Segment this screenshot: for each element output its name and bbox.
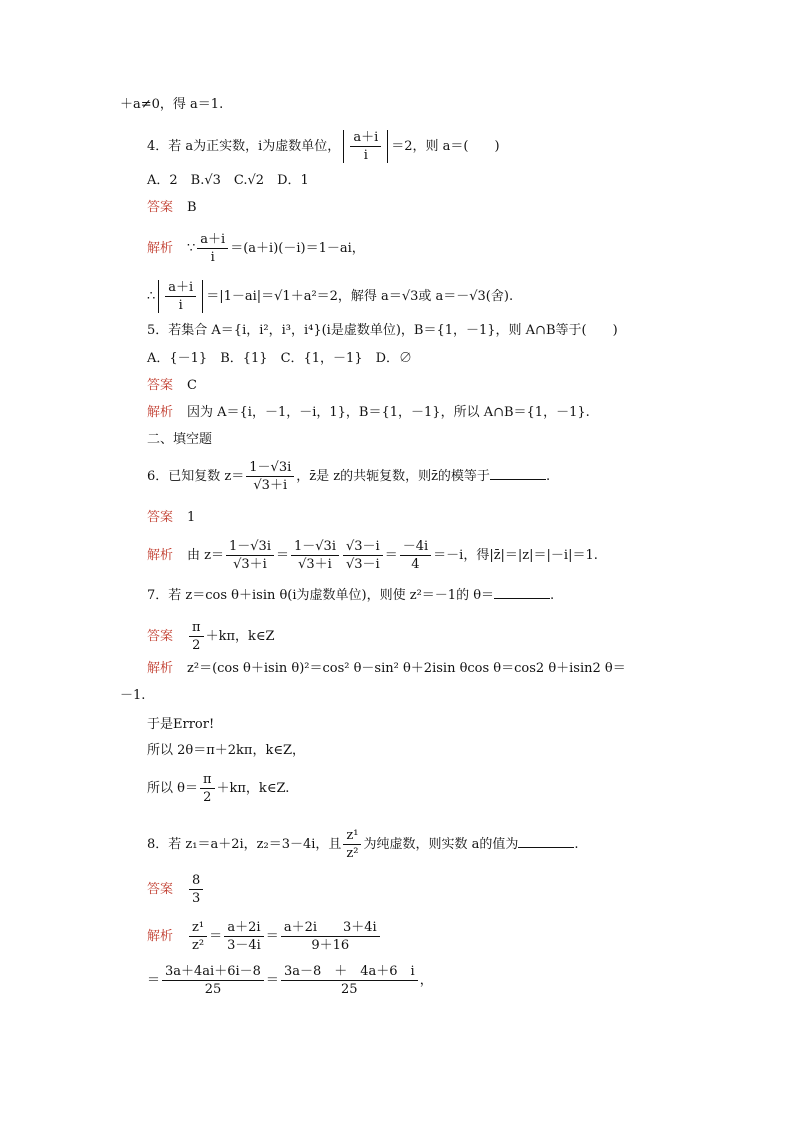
because-symbol: ∵ [187,241,196,256]
question-7 [147,586,554,605]
q7-line-3 [147,772,289,805]
q6-f3-den: √3－i [345,557,380,572]
q4-s1-num: a＋i [197,232,228,249]
q8-f3-den: 9＋16 [311,938,350,953]
q8-f2-den: 3－4i [227,938,261,953]
q4-solution-1 [147,232,365,265]
q6-num: 1－√3i [246,460,294,477]
q6-f2-num: 1－√3i [291,539,339,556]
question-4 [147,130,500,163]
q6-s-pre: 由 z＝ [187,548,224,563]
q8-ans-den: 3 [192,891,201,906]
question-6 [147,460,550,493]
q8-f4-num: 3a＋4ai＋6i－8 [162,964,264,981]
q8-eq: ＝ [209,929,223,944]
q4-text: 4．若 a为正实数，i为虚数单位， [147,139,341,154]
q8-answer [147,873,205,906]
q8-blank [518,835,574,848]
q7-solution-text: z²＝(cos θ＋isin θ)²＝cos² θ－sin² θ＋2isin θcos θ＝cos2 θ＋isin2 θ＝ [187,661,626,676]
q5-answer-value: C [187,378,197,393]
q8-f1-den: z² [192,938,205,953]
q8-eq-2: ＝ [265,929,279,944]
q7-line-1: 于是Error! [147,717,215,732]
q6-answer [147,509,195,527]
q5-solution-text: 因为 A＝{i，－1，－i，1}，B＝{1，－1}，所以 A∩B＝{1，－1}. [187,405,590,420]
q6-s-post: ＝－i，得|z̄|＝|z|＝|－i|＝1. [433,548,598,563]
q4-abs [343,130,388,163]
q4-text-end: ＝2，则 a＝( ) [391,139,500,154]
q6-f1-den: √3＋i [233,557,267,572]
q4-num: a＋i [350,130,381,147]
q7-ans-num: π [189,620,204,637]
answer-label: 答案 [147,510,174,525]
question-8 [147,828,579,861]
q7-line-2: 所以 2θ＝π＋2kπ，k∈Z， [147,743,305,758]
q6-f2-den: √3＋i [298,557,332,572]
q7-solution [147,660,626,678]
solution-label: 解析 [147,929,174,944]
q4-answer-value: B [187,200,197,215]
q7-l3-num: π [200,772,215,789]
q8-solution-2 [147,964,433,997]
q8-ans-num: 8 [189,873,203,890]
q8-f5-den: 25 [341,982,358,997]
question-5: 5．若集合 A＝{i，i²，i³，i⁴}(i是虚数单位)，B＝{1，－1}，则 A∩B等于( ) [147,323,618,338]
q7-solution-cont: －1. [120,688,146,703]
q6-f4-num: －4i [400,539,431,556]
q7-answer [147,620,275,653]
q8-f4-den: 25 [204,982,222,997]
q6-eq: ＝ [275,548,289,563]
q7-ans-post: ＋kπ，k∈Z [205,629,275,644]
q6-solution [147,539,598,572]
q6-f1-num: 1－√3i [226,539,274,556]
q7-ans-den: 2 [192,638,201,653]
q8-l2-post: ， [419,973,433,988]
q6-eq-2: ＝ [384,548,398,563]
q8-f3-num: a＋2i 3＋4i [281,920,380,937]
q5-options: A．{－1} B．{1} C．{1，－1} D．∅ [147,351,413,366]
q7-period: . [550,588,555,603]
q7-l3-pre: 所以 θ＝ [147,781,198,796]
q8-period: . [574,837,579,852]
q4-den: i [363,148,368,163]
q8-f1-num: z¹ [189,920,207,937]
answer-label: 答案 [147,882,174,897]
q8-f2-num: a＋2i [224,920,264,937]
q7-l3-den: 2 [203,790,212,805]
q7-text: 7．若 z＝cos θ＋isin θ(i为虚数单位)，则使 z²＝－1的 θ＝ [147,588,495,603]
q6-text-end: ，z̄是 z的共轭复数，则z̄的模等于 [296,469,490,484]
q6-den: √3＋i [253,478,288,493]
q6-answer-value: 1 [187,510,196,525]
q8-text: 8．若 z₁＝a＋2i，z₂＝3－4i，且 [147,837,342,852]
q4-s2-num: a＋i [165,280,196,297]
q4-s2-den: i [178,298,183,313]
q4-solution-2 [147,280,513,313]
answer-label: 答案 [147,200,174,215]
q8-num: z¹ [343,828,361,845]
q8-den: z² [346,846,359,861]
q4-options: A．2 B.√3 C.√2 D．1 [147,173,309,188]
q6-f4-den: 4 [411,557,420,572]
q5-solution [147,404,590,422]
section-heading: 二、填空题 [147,432,213,447]
q8-solution-1 [147,920,382,953]
q6-blank [490,467,546,480]
therefore-symbol: ∴ [147,289,156,304]
q8-text-end: 为纯虚数，则实数 a的值为 [363,837,519,852]
q8-l2-pre: ＝ [147,973,161,988]
q7-l3-post: ＋kπ，k∈Z. [216,781,290,796]
q8-eq-3: ＝ [265,973,279,988]
solution-label: 解析 [147,405,174,420]
q8-f5-num: 3a－8 ＋ 4a＋6 i [281,964,418,981]
answer-label: 答案 [147,629,174,644]
solution-label: 解析 [147,661,174,676]
solution-label: 解析 [147,548,174,563]
q4-s1-text: ＝(a＋i)(－i)＝1－ai， [230,241,365,256]
q4-s2-text: ＝|1－ai|＝√1＋a²＝2，解得 a＝√3或 a＝－√3(舍). [206,289,514,304]
q6-f3-num: √3－i [343,539,383,556]
q6-text: 6．已知复数 z＝ [147,469,245,484]
solution-label: 解析 [147,241,174,256]
q5-answer [147,377,197,395]
answer-label: 答案 [147,378,174,393]
q7-blank [494,586,550,599]
q6-period: . [545,469,551,484]
q4-answer [147,199,197,217]
q4-s1-den: i [210,250,215,265]
line-continuation: ＋a≠0，得 a＝1. [120,97,224,112]
